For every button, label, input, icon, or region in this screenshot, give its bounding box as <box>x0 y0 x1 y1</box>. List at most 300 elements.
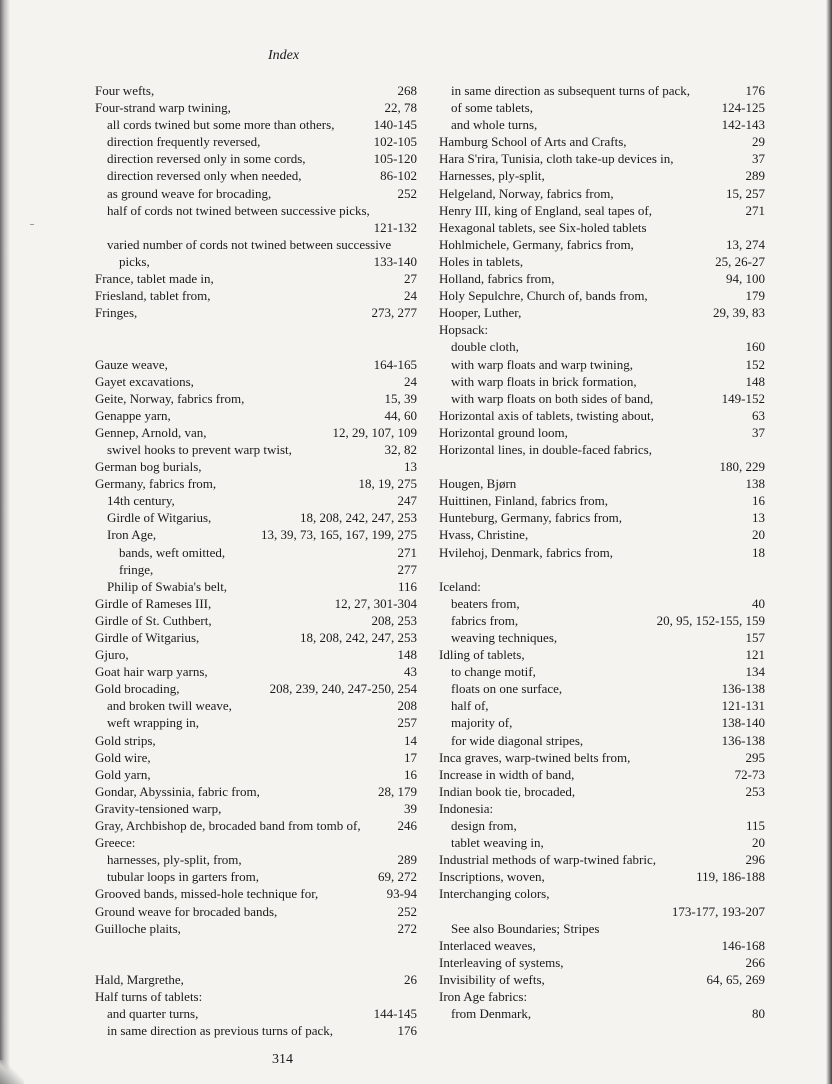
index-entry <box>95 219 417 236</box>
index-pages: 271 <box>745 202 765 218</box>
index-pages: 93-94 <box>386 886 417 902</box>
index-term: direction reversed only when needed, <box>107 168 302 184</box>
index-pages: 13, 274 <box>726 236 765 252</box>
index-pages: 43 <box>404 664 417 680</box>
index-entry <box>439 150 765 167</box>
index-entry <box>439 732 765 749</box>
index-pages: 44, 60 <box>384 407 417 423</box>
index-entry <box>439 492 765 509</box>
index-entry <box>95 646 417 663</box>
index-pages: 13, 39, 73, 165, 167, 199, 275 <box>261 527 417 543</box>
index-entry <box>95 680 417 697</box>
index-pages: 13 <box>404 459 417 475</box>
index-term: from Denmark, <box>451 1006 532 1022</box>
index-term: Four-strand warp twining, <box>95 100 231 116</box>
index-term: and whole turns, <box>451 117 538 133</box>
index-pages: 134 <box>745 664 765 680</box>
index-entry <box>95 749 417 766</box>
index-pages: 32, 82 <box>384 441 417 457</box>
index-entry <box>95 150 417 167</box>
index-entry <box>95 578 417 595</box>
index-entry <box>439 185 765 202</box>
index-term: in same direction as previous turns of pack, <box>107 1023 333 1039</box>
index-entry <box>95 1022 417 1039</box>
index-term: Half turns of tablets: <box>95 988 203 1004</box>
index-term: swivel hooks to prevent warp twist, <box>107 441 292 457</box>
index-pages: 124-125 <box>721 100 765 116</box>
index-term: Gold yarn, <box>95 766 151 782</box>
index-entry <box>95 714 417 731</box>
index-pages: 149-152 <box>721 390 765 406</box>
index-term: Friesland, tablet from, <box>95 288 211 304</box>
index-pages: 121-131 <box>721 698 765 714</box>
index-term: Gennep, Arnold, van, <box>95 424 207 440</box>
index-pages: 208, 239, 240, 247-250, 254 <box>269 681 417 697</box>
index-entry <box>95 390 417 407</box>
index-term: Hopsack: <box>439 322 489 338</box>
index-term: Gold strips, <box>95 732 156 748</box>
index-term: Hooper, Luther, <box>439 305 522 321</box>
index-term: Iceland: <box>439 578 481 594</box>
index-pages: 247 <box>397 493 417 509</box>
index-term: Gauze weave, <box>95 356 168 372</box>
index-spacer <box>95 321 417 338</box>
index-pages: 138-140 <box>721 715 765 731</box>
index-pages: 20 <box>752 835 765 851</box>
index-entry <box>95 612 417 629</box>
index-term: varied number of cords not twined between successive <box>107 236 392 252</box>
index-entry <box>95 185 417 202</box>
index-entry <box>95 800 417 817</box>
index-term: Interleaving of systems, <box>439 954 564 970</box>
index-term: Gold wire, <box>95 749 151 765</box>
index-pages: 18, 208, 242, 247, 253 <box>300 510 417 526</box>
index-entry <box>439 321 765 338</box>
index-entry <box>439 407 765 424</box>
index-pages: 29 <box>752 134 765 150</box>
index-entry <box>439 390 765 407</box>
scan-corner-shadow <box>0 1060 24 1084</box>
index-term: Ground weave for brocaded bands, <box>95 903 278 919</box>
index-entry <box>95 783 417 800</box>
index-term: Harnesses, ply-split, <box>439 168 545 184</box>
index-entry <box>95 116 417 133</box>
index-term: Fringes, <box>95 305 138 321</box>
index-entry <box>439 954 765 971</box>
index-entry <box>439 851 765 868</box>
index-entry <box>95 732 417 749</box>
index-pages: 160 <box>745 339 765 355</box>
index-entry <box>439 475 765 492</box>
index-pages: 26 <box>404 971 417 987</box>
index-entry <box>439 304 765 321</box>
index-entry <box>95 253 417 270</box>
index-entry <box>95 236 417 253</box>
index-term: Holy Sepulchre, Church of, bands from, <box>439 288 648 304</box>
index-entry <box>95 492 417 509</box>
index-entry <box>439 202 765 219</box>
page-number: 314 <box>272 1052 293 1067</box>
index-pages: 179 <box>745 288 765 304</box>
index-entry <box>439 167 765 184</box>
index-pages: 15, 39 <box>384 390 417 406</box>
index-entry <box>439 868 765 885</box>
index-pages: 86-102 <box>380 168 417 184</box>
index-pages: 121-132 <box>373 219 417 235</box>
index-term: France, tablet made in, <box>95 271 214 287</box>
index-term: tubular loops in garters from, <box>107 869 259 885</box>
index-entry <box>439 424 765 441</box>
index-term: Hald, Margrethe, <box>95 971 184 987</box>
index-pages: 148 <box>397 647 417 663</box>
index-pages: 257 <box>397 715 417 731</box>
index-term: Invisibility of wefts, <box>439 971 545 987</box>
index-pages: 136-138 <box>721 681 765 697</box>
index-term: Inscriptions, woven, <box>439 869 545 885</box>
index-pages: 69, 272 <box>378 869 417 885</box>
index-term: See also Boundaries; Stripes <box>451 920 600 936</box>
index-entry <box>439 663 765 680</box>
index-entry <box>439 116 765 133</box>
index-entry <box>439 219 765 236</box>
index-entry <box>95 202 417 219</box>
index-entry <box>439 373 765 390</box>
index-term: half of, <box>451 698 489 714</box>
index-entry <box>95 526 417 543</box>
index-entry <box>95 475 417 492</box>
index-entry <box>439 612 765 629</box>
index-pages: 253 <box>745 783 765 799</box>
index-pages: 273, 277 <box>371 305 417 321</box>
index-term: double cloth, <box>451 339 519 355</box>
index-pages: 277 <box>397 561 417 577</box>
index-term: floats on one surface, <box>451 681 563 697</box>
index-pages: 142-143 <box>721 117 765 133</box>
index-entry <box>439 937 765 954</box>
index-pages: 12, 29, 107, 109 <box>332 424 417 440</box>
index-entry <box>439 697 765 714</box>
index-entry <box>439 903 765 920</box>
index-pages: 146-168 <box>721 937 765 953</box>
index-pages: 64, 65, 269 <box>706 971 765 987</box>
index-term: Hvilehoj, Denmark, fabrics from, <box>439 544 614 560</box>
index-term: Horizontal axis of tablets, twisting about, <box>439 407 654 423</box>
index-entry <box>95 287 417 304</box>
index-entry <box>95 834 417 851</box>
index-entry <box>95 133 417 150</box>
index-term: Girdle of Witgarius, <box>95 630 200 645</box>
index-term: and quarter turns, <box>107 1006 199 1022</box>
index-entry <box>439 287 765 304</box>
index-term: in same direction as subsequent turns of pack, <box>451 83 690 98</box>
index-entry <box>439 441 765 458</box>
index-pages: 295 <box>745 749 765 765</box>
index-term: Hamburg School of Arts and Crafts, <box>439 134 627 150</box>
index-pages: 37 <box>752 424 765 440</box>
index-term: Girdle of Witgarius, <box>107 510 212 526</box>
index-term: Increase in width of band, <box>439 766 575 782</box>
index-term: Indonesia: <box>439 800 494 816</box>
index-term: Henry III, king of England, seal tapes of, <box>439 202 652 218</box>
index-term: fringe, <box>119 561 154 577</box>
index-term: 14th century, <box>107 493 175 509</box>
index-entry <box>439 749 765 766</box>
index-pages: 17 <box>404 749 417 765</box>
index-entry <box>439 133 765 150</box>
index-pages: 246 <box>397 818 417 834</box>
index-spacer <box>95 937 417 954</box>
index-entry <box>439 578 765 595</box>
index-pages: 63 <box>752 407 765 423</box>
index-spacer <box>439 561 765 578</box>
index-term: Gold brocading, <box>95 681 180 697</box>
index-term: beaters from, <box>451 595 520 611</box>
index-entry <box>439 99 765 116</box>
index-term: Inca graves, warp-twined belts from, <box>439 749 631 765</box>
index-entry <box>439 766 765 783</box>
index-term: Goat hair warp yarns, <box>95 664 208 680</box>
index-pages: 14 <box>404 732 417 748</box>
index-term: Iron Age, <box>107 527 157 543</box>
index-pages: 105-120 <box>373 151 417 167</box>
index-entry <box>439 458 765 475</box>
index-pages: 157 <box>745 630 765 645</box>
index-pages: 152 <box>745 356 765 372</box>
index-pages: 40 <box>752 595 765 611</box>
index-pages: 24 <box>404 288 417 304</box>
index-term: Iron Age fabrics: <box>439 988 528 1004</box>
index-term: Idling of tablets, <box>439 647 525 663</box>
index-term: Holes in tablets, <box>439 253 524 269</box>
index-term: Huittinen, Finland, fabrics from, <box>439 493 608 509</box>
index-term: Geite, Norway, fabrics from, <box>95 390 245 406</box>
index-pages: 164-165 <box>373 356 417 372</box>
index-entry <box>439 356 765 373</box>
index-term: Hougen, Bjørn <box>439 476 517 492</box>
index-entry <box>95 99 417 116</box>
index-entry <box>439 629 765 646</box>
index-pages: 266 <box>745 954 765 970</box>
index-pages: 144-145 <box>373 1006 417 1022</box>
index-term: and broken twill weave, <box>107 698 232 714</box>
index-pages: 16 <box>752 493 765 509</box>
index-term: weaving techniques, <box>451 630 558 645</box>
index-entry <box>439 82 765 99</box>
running-head: Index <box>268 48 300 63</box>
index-term: direction frequently reversed, <box>107 134 261 150</box>
index-pages: 136-138 <box>721 732 765 748</box>
index-term: with warp floats in brick formation, <box>451 373 637 389</box>
index-entry <box>439 834 765 851</box>
index-term: Girdle of Rameses III, <box>95 595 212 611</box>
index-term: Helgeland, Norway, fabrics from, <box>439 185 614 201</box>
index-term: with warp floats on both sides of band, <box>451 390 654 406</box>
index-entry <box>439 920 765 937</box>
index-term: Gayet excavations, <box>95 373 194 389</box>
index-entry <box>95 988 417 1005</box>
index-pages: 208, 253 <box>371 612 417 628</box>
index-column-left <box>95 82 417 1039</box>
index-term: bands, weft omitted, <box>119 544 226 560</box>
index-pages: 13 <box>752 510 765 526</box>
index-entry <box>95 629 417 646</box>
index-pages: 25, 26-27 <box>715 253 765 269</box>
index-pages: 138 <box>745 476 765 492</box>
index-term: half of cords not twined between successive picks, <box>107 202 370 218</box>
index-pages: 176 <box>397 1023 417 1039</box>
index-entry <box>439 680 765 697</box>
index-entry <box>95 407 417 424</box>
index-pages: 272 <box>397 920 417 936</box>
index-entry <box>95 458 417 475</box>
index-pages: 102-105 <box>373 134 417 150</box>
index-term: Hohlmichele, Germany, fabrics from, <box>439 236 634 252</box>
index-pages: 119, 186-188 <box>696 869 765 885</box>
index-term: Genappe yarn, <box>95 407 171 423</box>
index-entry <box>95 270 417 287</box>
index-pages: 140-145 <box>373 117 417 133</box>
index-term: Grooved bands, missed-hole technique for, <box>95 886 319 902</box>
index-pages: 18, 19, 275 <box>358 476 417 492</box>
index-pages: 289 <box>397 852 417 868</box>
index-entry <box>95 167 417 184</box>
index-entry <box>95 766 417 783</box>
index-entry <box>95 595 417 612</box>
index-term: Hara S'rira, Tunisia, cloth take-up devices in, <box>439 151 674 167</box>
index-term: picks, <box>119 253 150 269</box>
index-pages: 176 <box>745 83 765 98</box>
index-term: Interlaced weaves, <box>439 937 536 953</box>
index-entry <box>95 920 417 937</box>
index-pages: 116 <box>397 578 417 594</box>
index-term: Industrial methods of warp-twined fabric, <box>439 852 656 868</box>
index-entry <box>439 270 765 287</box>
index-term: to change motif, <box>451 664 536 680</box>
index-term: weft wrapping in, <box>107 715 200 731</box>
index-term: fabrics from, <box>451 612 519 628</box>
index-entry <box>439 236 765 253</box>
index-term: Four wefts, <box>95 83 155 98</box>
index-term: direction reversed only in some cords, <box>107 151 306 167</box>
index-pages: 20, 95, 152-155, 159 <box>656 612 765 628</box>
index-pages: 24 <box>404 373 417 389</box>
index-term: Holland, fabrics from, <box>439 271 555 287</box>
index-pages: 28, 179 <box>378 783 417 799</box>
index-term: Interchanging colors, <box>439 886 550 902</box>
index-term: of some tablets, <box>451 100 533 116</box>
index-entry <box>439 817 765 834</box>
index-entry <box>95 509 417 526</box>
index-term: harnesses, ply-split, from, <box>107 852 242 868</box>
index-pages: 22, 78 <box>384 100 417 116</box>
scan-shadow-left <box>0 0 10 1084</box>
index-entry <box>95 851 417 868</box>
index-term: majority of, <box>451 715 513 731</box>
index-entry <box>95 697 417 714</box>
index-term: Horizontal ground loom, <box>439 424 568 440</box>
index-pages: 18, 208, 242, 247, 253 <box>300 630 417 645</box>
index-pages: 148 <box>745 373 765 389</box>
index-term: for wide diagonal stripes, <box>451 732 584 748</box>
scan-shadow-right <box>826 0 832 1084</box>
index-entry <box>95 885 417 902</box>
index-entry <box>439 526 765 543</box>
index-entry <box>439 253 765 270</box>
index-term: Girdle of St. Cuthbert, <box>95 612 212 628</box>
index-entry <box>95 82 417 99</box>
index-entry <box>439 971 765 988</box>
index-pages: 29, 39, 83 <box>713 305 765 321</box>
index-entry <box>95 424 417 441</box>
index-entry <box>95 903 417 920</box>
index-entry <box>439 783 765 800</box>
index-term: tablet weaving in, <box>451 835 544 851</box>
index-entry <box>95 304 417 321</box>
index-term: Greece: <box>95 835 136 851</box>
index-entry <box>95 1005 417 1022</box>
index-entry <box>95 544 417 561</box>
index-pages: 268 <box>397 83 417 98</box>
index-entry <box>439 595 765 612</box>
index-entry <box>95 971 417 988</box>
index-pages: 208 <box>397 698 417 714</box>
index-term: Gondar, Abyssinia, fabric from, <box>95 783 260 799</box>
index-term: Gray, Archbishop de, brocaded band from tomb of, <box>95 818 361 834</box>
index-pages: 15, 257 <box>726 185 765 201</box>
index-term: with warp floats and warp twining, <box>451 356 633 372</box>
index-term: Gjuro, <box>95 647 129 663</box>
index-pages: 173-177, 193-207 <box>671 903 765 919</box>
index-entry <box>95 561 417 578</box>
index-pages: 252 <box>397 903 417 919</box>
index-entry <box>95 356 417 373</box>
index-term: all cords twined but some more than others, <box>107 117 335 133</box>
index-entry <box>439 544 765 561</box>
index-entry <box>95 817 417 834</box>
index-pages: 18 <box>752 544 765 560</box>
index-spacer <box>95 338 417 355</box>
index-entry <box>439 714 765 731</box>
index-pages: 37 <box>752 151 765 167</box>
index-pages: 271 <box>397 544 417 560</box>
index-entry <box>95 663 417 680</box>
index-entry <box>439 509 765 526</box>
index-pages: 80 <box>752 1006 765 1022</box>
index-term: Gravity-tensioned warp, <box>95 800 222 816</box>
index-entry <box>439 646 765 663</box>
index-term: Germany, fabrics from, <box>95 476 217 492</box>
index-term: German bog burials, <box>95 459 202 475</box>
index-term: Indian book tie, brocaded, <box>439 783 576 799</box>
index-pages: 252 <box>397 185 417 201</box>
index-entry <box>95 373 417 390</box>
index-entry <box>95 868 417 885</box>
index-pages: 94, 100 <box>726 271 765 287</box>
index-entry <box>439 1005 765 1022</box>
index-term: Horizontal lines, in double-faced fabrics, <box>439 441 652 457</box>
index-spacer <box>95 954 417 971</box>
index-pages: 121 <box>745 647 765 663</box>
index-term: design from, <box>451 818 517 834</box>
index-term: Hunteburg, Germany, fabrics from, <box>439 510 623 526</box>
index-term: Philip of Swabia's belt, <box>107 578 228 594</box>
index-pages: 180, 229 <box>719 459 765 475</box>
index-pages: 12, 27, 301-304 <box>334 595 417 611</box>
index-pages: 27 <box>404 271 417 287</box>
index-entry <box>439 885 765 902</box>
index-entry <box>439 800 765 817</box>
index-term: Hexagonal tablets, see Six-holed tablets <box>439 219 647 235</box>
